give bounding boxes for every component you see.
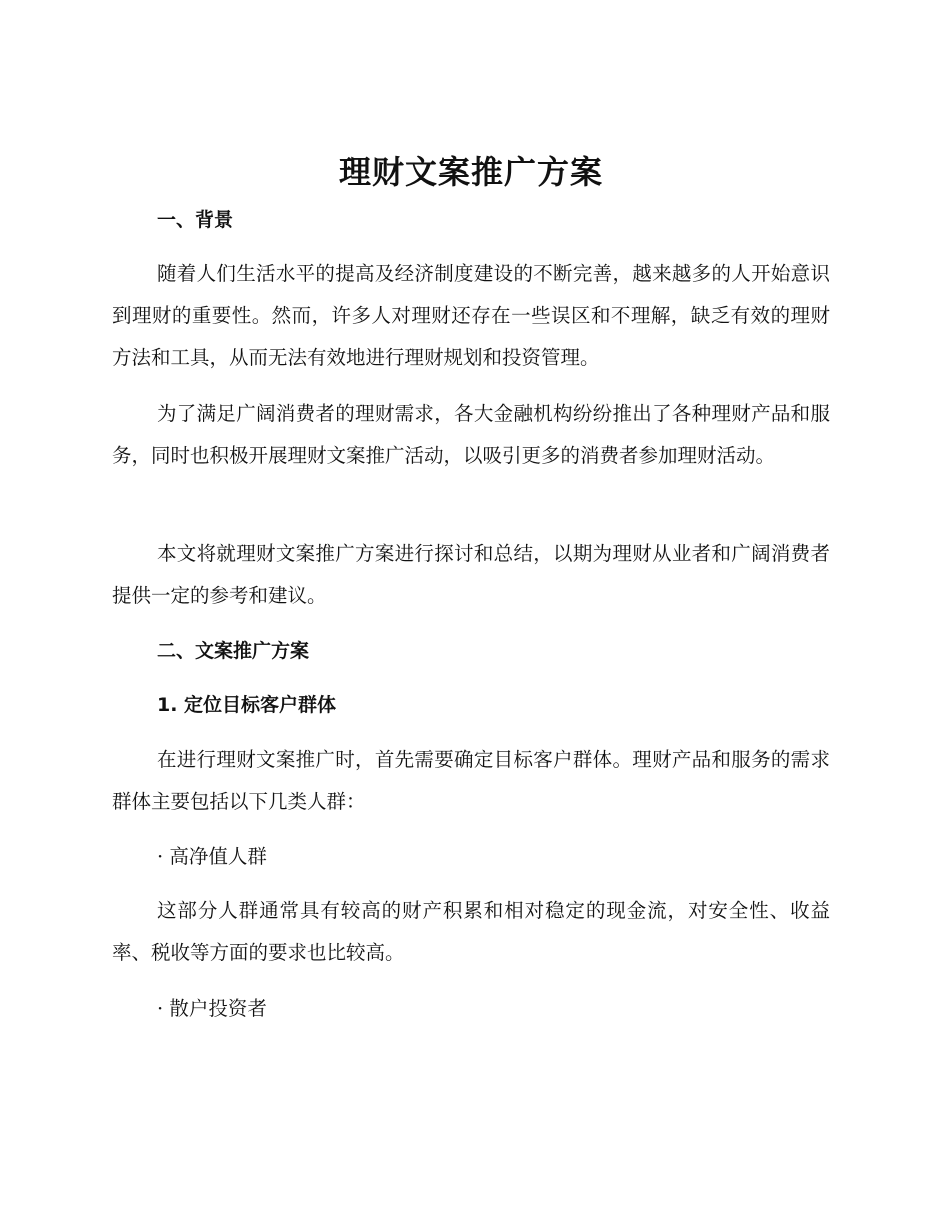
- paragraph-background-3: 本文将就理财文案推广方案进行探讨和总结，以期为理财从业者和广阔消费者提供一定的参考和建议。: [112, 542, 830, 607]
- bullet-retail-investors: · 散户投资者: [157, 997, 267, 1020]
- paragraph-high-net-worth: 这部分人群通常具有较高的财产积累和相对稳定的现金流，对安全性、收益率、税收等方面的要求也比较高。: [112, 899, 830, 964]
- section-heading-plan: 二、文案推广方案: [157, 640, 310, 662]
- paragraph-target-intro: 在进行理财文案推广时，首先需要确定目标客户群体。理财产品和服务的需求群体主要包括以下几类人群：: [112, 748, 830, 813]
- subheading-target-customers: 1. 定位目标客户群体: [157, 694, 337, 716]
- document-title: 理财文案推广方案: [338, 153, 603, 191]
- section-heading-background: 一、背景: [157, 209, 234, 231]
- paragraph-background-2: 为了满足广阔消费者的理财需求，各大金融机构纷纷推出了各种理财产品和服务，同时也积极开展理财文案推广活动，以吸引更多的消费者参加理财活动。: [112, 402, 830, 467]
- paragraph-background-1: 随着人们生活水平的提高及经济制度建设的不断完善，越来越多的人开始意识到理财的重要性。然而，许多人对理财还存在一些误区和不理解，缺乏有效的理财方法和工具，从而无法有效地进行理财规划和投资管理。: [112, 262, 830, 369]
- bullet-high-net-worth: · 高净值人群: [157, 845, 267, 868]
